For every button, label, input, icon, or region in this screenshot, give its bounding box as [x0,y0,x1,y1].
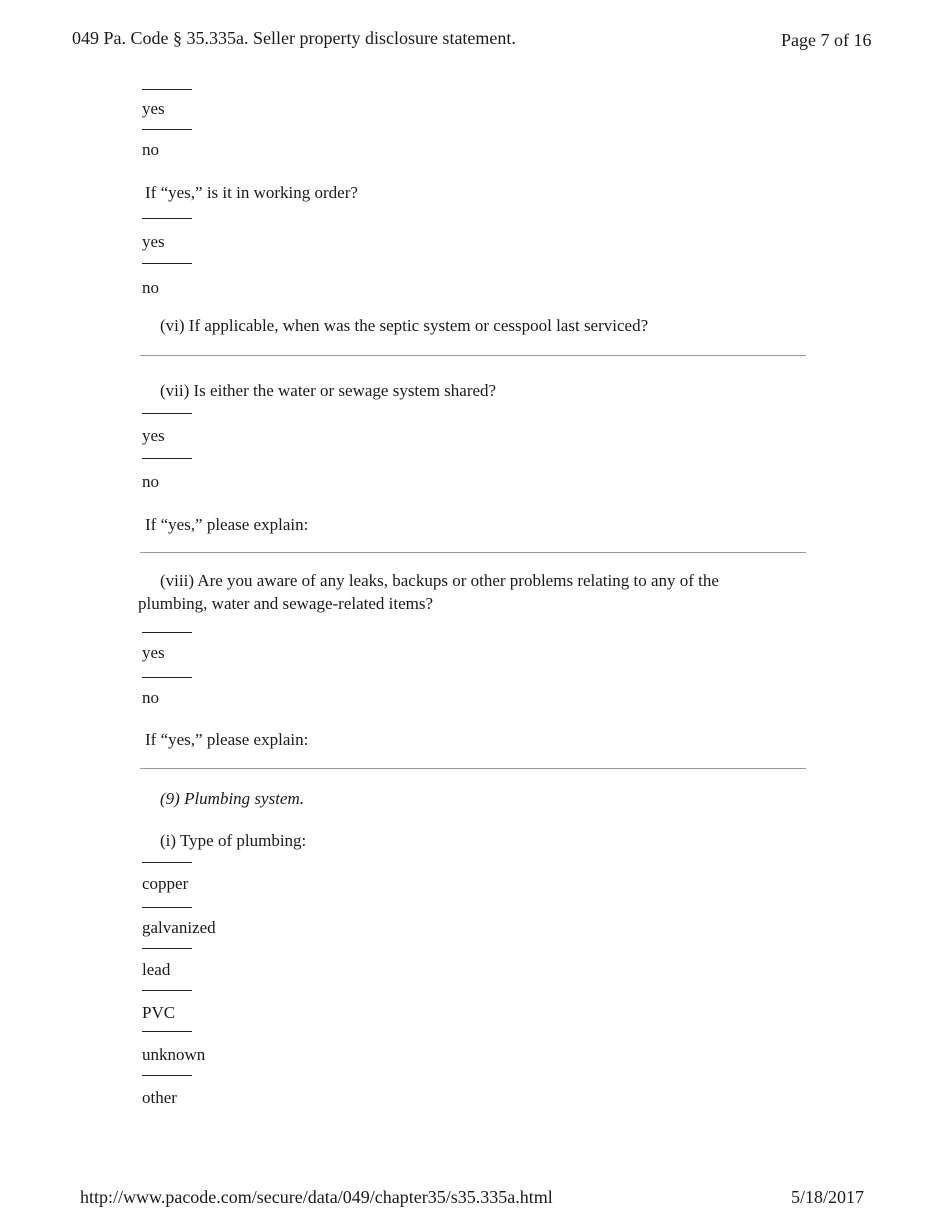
option-yes: yes [142,99,165,118]
blank-line [142,990,192,991]
blank-line [142,263,192,264]
blank-line [142,458,192,459]
plumbing-option: copper [142,874,189,893]
answer-line [140,552,806,553]
section-heading [160,789,304,809]
blank-line [142,218,192,219]
blank-line [142,948,192,949]
option-yes: yes [142,643,165,662]
blank-line [142,1075,192,1076]
question-vi: (vi) If applicable, when was the septic system or cesspool last serviced? [160,316,649,335]
blank-line [142,413,192,414]
option-yes: yes [142,426,165,445]
answer-line [140,768,806,769]
option-yes: yes [142,232,165,251]
document-title: 049 Pa. Code § 35.335a. Seller property disclosure statement. [72,28,516,48]
blank-line [142,129,192,130]
footer-date: 5/18/2017 [791,1187,865,1207]
working-order-question: If “yes,” is it in working order? [145,183,358,202]
blank-line [142,907,192,908]
option-no: no [142,472,159,491]
plumbing-option: unknown [142,1045,206,1064]
question-vii: (vii) Is either the water or sewage system shared? [160,381,497,400]
explain-prompt: If “yes,” please explain: [145,515,309,534]
question-viii-line2: plumbing, water and sewage-related items? [138,594,434,613]
answer-line [140,355,806,356]
plumbing-option: PVC [142,1003,176,1022]
blank-line [142,862,192,863]
blank-line [142,89,192,90]
plumbing-option: galvanized [142,918,216,937]
blank-line [142,677,192,678]
blank-line [142,1031,192,1032]
explain-prompt: If “yes,” please explain: [145,730,309,749]
plumbing-option: lead [142,960,171,979]
question-viii-line1: (viii) Are you aware of any leaks, backups or other problems relating to any of the [160,571,719,590]
section-heading-text: (9) Plumbing system. [160,789,305,808]
plumbing-option: other [142,1088,177,1107]
blank-line [142,632,192,633]
option-no: no [142,278,159,297]
page-number: Page 7 of 16 [781,30,872,50]
question-i: (i) Type of plumbing: [160,831,307,850]
option-no: no [142,140,159,159]
footer-url: http://www.pacode.com/secure/data/049/chapter35/s35.335a.html [80,1187,553,1207]
option-no: no [142,688,159,707]
